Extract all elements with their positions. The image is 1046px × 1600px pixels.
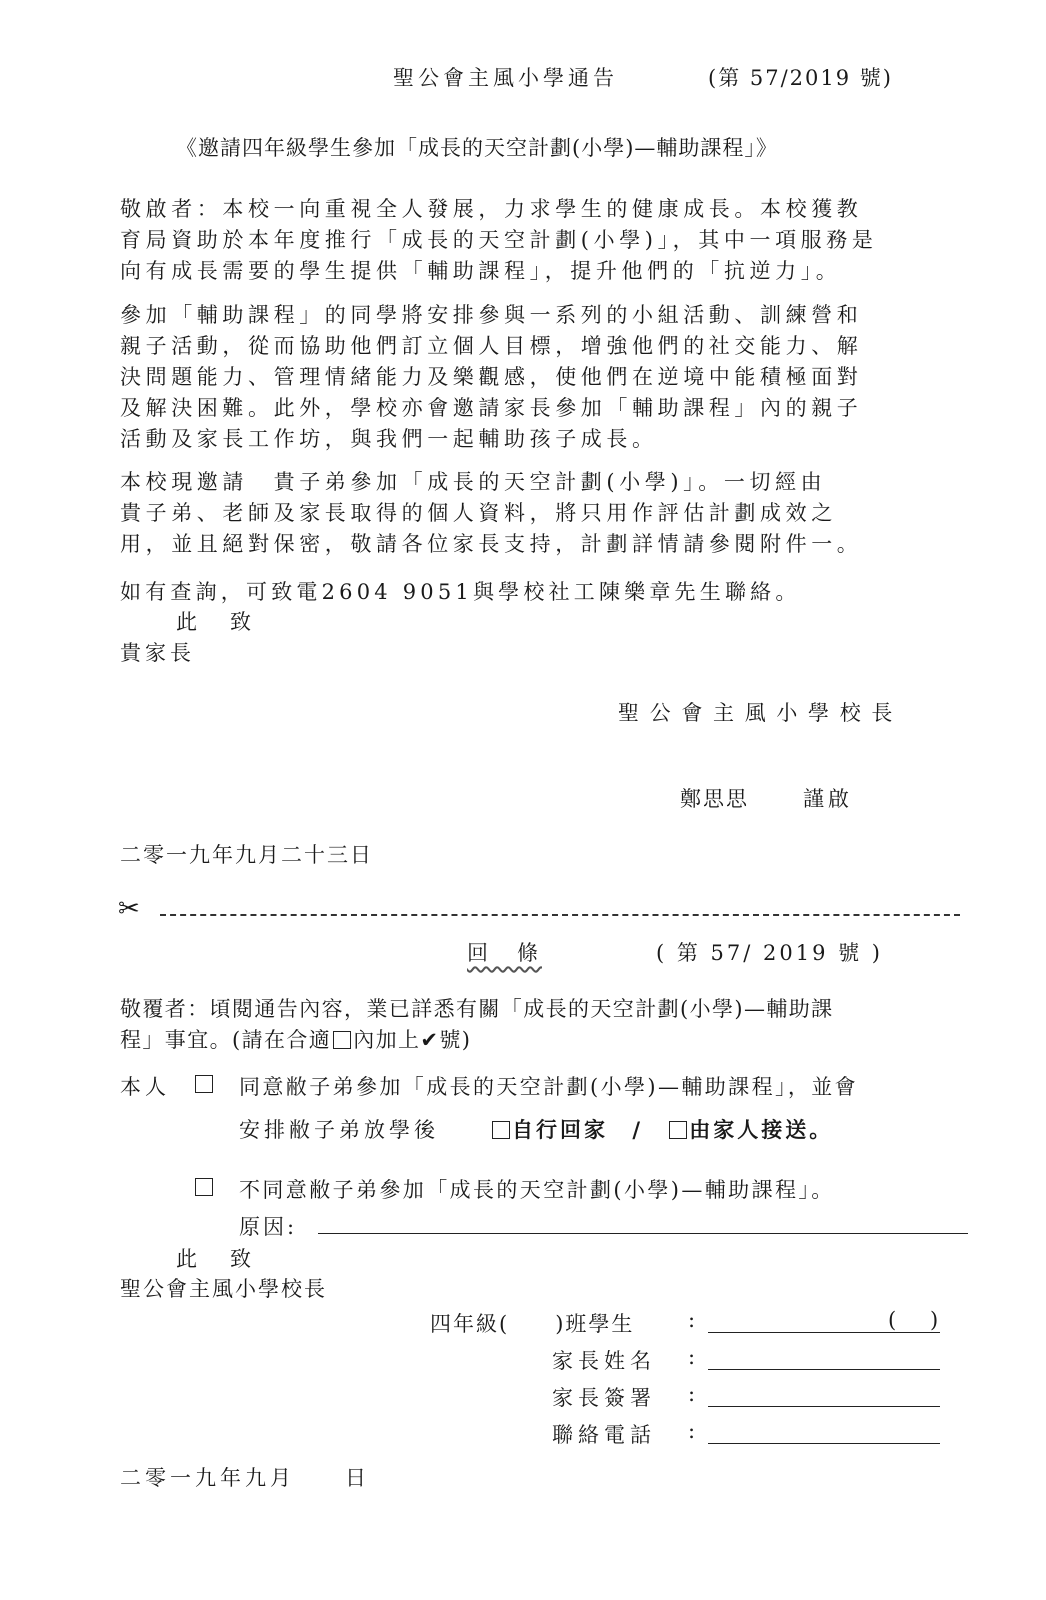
disagree-checkbox[interactable] [195, 1178, 213, 1196]
scissors-icon: ✂ [118, 894, 140, 924]
field-colon: : [688, 1382, 696, 1406]
paragraph-line: 用，並且絕對保密，敬請各位家長支持，計劃詳情請參閱附件一。 [120, 532, 863, 556]
paragraph-line: 向有成長需要的學生提供「輔助課程」，提升他們的「抗逆力」。 [120, 259, 842, 283]
paragraph-line: 敬啟者：本校一向重視全人發展，力求學生的健康成長。本校獲教 [120, 197, 863, 221]
class-student-label: 四年級( )班學生 [430, 1312, 635, 1336]
option-family-label: 由家人接送。 [689, 1117, 834, 1142]
paragraph-line: 及解決困難。此外，學校亦會邀請家長參加「輔助課程」內的親子 [120, 396, 863, 420]
disagree-line: 不同意敝子弟參加「成長的天空計劃(小學)—輔助課程」。 [239, 1178, 835, 1202]
principal-title: 聖 公 會 主 風 小 學 校 長 [618, 701, 895, 725]
agree-line2: 安排敝子弟放學後 [239, 1118, 439, 1142]
reply-intro-line1: 敬覆者：頃閱通告內容，業已詳悉有關「成長的天空計劃(小學)—輔助課 [120, 997, 834, 1021]
agree-checkbox[interactable] [195, 1075, 213, 1093]
class-number-paren-open: ( [888, 1308, 897, 1332]
option-self-checkbox[interactable] [492, 1121, 510, 1139]
reply-title: 回 條 [467, 941, 542, 965]
cut-line [160, 914, 960, 916]
parent-name-input[interactable] [708, 1369, 940, 1370]
reply-intro-text: 號) [439, 1028, 472, 1052]
paragraph-line: 決問題能力、管理情緒能力及樂觀感，使他們在逆境中能積極面對 [120, 365, 863, 389]
reply-intro-text: 程」事宜。(請在合適 [120, 1028, 332, 1052]
paragraph-program [120, 300, 950, 455]
agree-line1: 同意敝子弟參加「成長的天空計劃(小學)—輔助課程」，並會 [239, 1075, 859, 1099]
field-colon: : [688, 1419, 696, 1443]
parent-signature-label: 家長簽署 [552, 1386, 656, 1410]
signature-respect: 謹啟 [803, 787, 853, 811]
sample-checkbox [333, 1031, 351, 1049]
school-notice-title: 聖公會主風小學通告 [393, 66, 618, 90]
pickup-options [490, 1114, 833, 1144]
enquiry-line: 如有查詢，可致電2604 9051與學校社工陳樂章先生聯絡。 [120, 580, 801, 604]
phone-label: 聯絡電話 [552, 1423, 656, 1447]
notice-number: (第 57/2019 號) [708, 66, 893, 90]
reply-notice-number: ( 第 57/ 2019 號 ) [656, 941, 884, 965]
field-colon: : [688, 1345, 696, 1369]
reason-input[interactable] [318, 1233, 968, 1234]
self-label: 本人 [120, 1075, 170, 1099]
paragraph-invitation [120, 467, 950, 560]
closing-ci-zhi: 此 致 [176, 610, 257, 634]
student-name-input[interactable] [708, 1332, 940, 1333]
reply-date: 二零一九年九月 日 [120, 1466, 370, 1490]
option-self-label: 自行回家 [512, 1117, 608, 1142]
notice-header [393, 62, 618, 92]
option-family-checkbox[interactable] [669, 1121, 687, 1139]
notice-date: 二零一九年九月二十三日 [120, 843, 373, 867]
principal-name: 鄭思思 [680, 787, 749, 811]
reply-intro-line2 [120, 1024, 471, 1054]
closing-recipient: 貴家長 [120, 641, 195, 665]
field-colon: : [688, 1308, 696, 1332]
paragraph-line: 活動及家長工作坊，與我們一起輔助孩子成長。 [120, 427, 658, 451]
reply-intro-text: 內加上 [353, 1028, 421, 1052]
paragraph-line: 親子活動，從而協助他們訂立個人目標，增強他們的社交能力、解 [120, 334, 863, 358]
paragraph-intro [120, 194, 950, 287]
parent-name-label: 家長姓名 [552, 1349, 656, 1373]
paragraph-line: 貴子弟、老師及家長取得的個人資料，將只用作評估計劃成效之 [120, 501, 837, 525]
paragraph-line: 參加「輔助課程」的同學將安排參與一系列的小組活動、訓練營和 [120, 303, 863, 327]
document-title: 《邀請四年級學生參加「成長的天空計劃(小學)—輔助課程」》 [176, 136, 778, 160]
reason-label: 原因: [239, 1215, 298, 1239]
paragraph-line: 本校現邀請 貴子弟參加「成長的天空計劃(小學)」。一切經由 [120, 470, 827, 494]
paragraph-line: 育局資助於本年度推行「成長的天空計劃(小學)」，其中一項服務是 [120, 228, 878, 252]
phone-input[interactable] [708, 1443, 940, 1444]
parent-signature-input[interactable] [708, 1406, 940, 1407]
reply-ci-zhi: 此 致 [176, 1247, 257, 1271]
class-number-paren-close: ) [930, 1308, 939, 1332]
option-separator: / [632, 1117, 643, 1142]
reply-recipient: 聖公會主風小學校長 [120, 1277, 327, 1301]
check-mark-icon: ✔ [420, 1028, 440, 1052]
